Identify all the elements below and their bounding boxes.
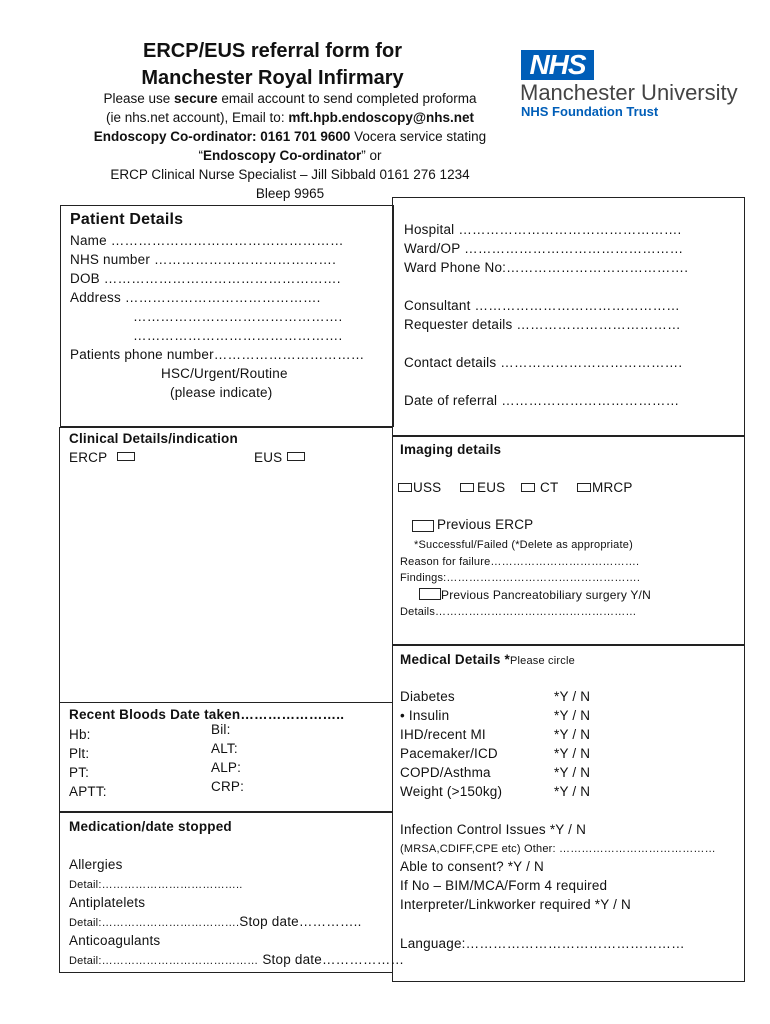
crp-field[interactable]: CRP: bbox=[211, 779, 245, 794]
antiplatelets-detail-row bbox=[69, 914, 362, 929]
medical-details-heading: Medical Details *Please circle bbox=[400, 652, 575, 667]
consent-field[interactable]: Able to consent? *Y / N bbox=[400, 859, 544, 874]
surgery-details-field[interactable]: Details……………………………………………… bbox=[400, 606, 637, 618]
anticoagulants-detail-row bbox=[69, 952, 404, 967]
form-title-line2: Manchester Royal Infirmary bbox=[141, 67, 404, 89]
recent-bloods-heading: Recent Bloods Date taken………………….. bbox=[69, 707, 345, 722]
previous-ercp-checkbox[interactable] bbox=[412, 520, 434, 532]
ct-label: CT bbox=[540, 480, 559, 495]
mrcp-label: MRCP bbox=[592, 480, 633, 495]
uss-label: USS bbox=[413, 480, 442, 495]
imaging-eus-checkbox[interactable] bbox=[460, 483, 474, 492]
org-name: Manchester University bbox=[520, 80, 738, 105]
bil-field[interactable]: Bil: bbox=[211, 722, 231, 737]
eus-label: EUS bbox=[254, 450, 283, 465]
anticoagulants-detail-field[interactable]: Detail:…………………………………… bbox=[69, 955, 259, 967]
instructions-line4: “Endoscopy Co-ordinator” or bbox=[198, 148, 382, 163]
alp-field[interactable]: ALP: bbox=[211, 760, 242, 775]
patient-phone-field[interactable]: Patients phone number…………………………… bbox=[70, 347, 365, 362]
patient-name-field[interactable]: Name …………………………………………… bbox=[70, 233, 344, 248]
trust-name: NHS Foundation Trust bbox=[521, 104, 659, 119]
medical-item-yn[interactable]: *Y / N bbox=[554, 765, 591, 780]
allergies-label: Allergies bbox=[69, 857, 123, 872]
instructions-line2: (ie nhs.net account), Email to: mft.hpb.endoscopy@nhs.net bbox=[105, 110, 474, 125]
imaging-eus-label: EUS bbox=[477, 480, 506, 495]
consultant-field[interactable]: Consultant ……………………………………… bbox=[404, 298, 680, 313]
medication-box bbox=[59, 811, 393, 973]
infection-other-field[interactable]: (MRSA,CDIFF,CPE etc) Other: …………………………………… bbox=[400, 843, 716, 855]
pt-field[interactable]: PT: bbox=[69, 765, 90, 780]
alt-field[interactable]: ALT: bbox=[211, 741, 238, 756]
medication-heading: Medication/date stopped bbox=[69, 819, 232, 834]
uss-checkbox[interactable] bbox=[398, 483, 412, 492]
referral-date-field[interactable]: Date of referral ………………………………… bbox=[404, 393, 680, 408]
antiplatelets-detail-field[interactable]: Detail:………………………………. bbox=[69, 917, 240, 929]
antiplatelets-label: Antiplatelets bbox=[69, 895, 146, 910]
if-no-note: If No – BIM/MCA/Form 4 required bbox=[400, 878, 608, 893]
clinical-details-box bbox=[59, 427, 393, 703]
dob-field[interactable]: DOB ……………………………………………. bbox=[70, 271, 341, 286]
contact-details-field[interactable]: Contact details …………………………………. bbox=[404, 355, 683, 370]
address-field[interactable]: Address ……………………………………. bbox=[70, 290, 321, 305]
medical-item-yn[interactable]: *Y / N bbox=[554, 689, 591, 704]
instructions-line5: ERCP Clinical Nurse Specialist – Jill Sibbald 0161 276 1234 bbox=[110, 167, 470, 182]
ward-phone-field[interactable]: Ward Phone No:…………………………………. bbox=[404, 260, 689, 275]
interpreter-field[interactable]: Interpreter/Linkworker required *Y / N bbox=[400, 897, 631, 912]
eus-checkbox[interactable] bbox=[287, 452, 305, 461]
ct-checkbox[interactable] bbox=[521, 483, 535, 492]
ercp-outcome-note: *Successful/Failed (*Delete as appropriate) bbox=[414, 539, 633, 551]
hb-field[interactable]: Hb: bbox=[69, 727, 91, 742]
medical-item-label: Pacemaker/ICD bbox=[400, 746, 498, 761]
antiplatelets-stop-date-field[interactable]: Stop date………….. bbox=[239, 914, 362, 929]
hospital-field[interactable]: Hospital …………………………………………. bbox=[404, 222, 682, 237]
medical-item-label: Weight (>150kg) bbox=[400, 784, 503, 799]
nhs-number-field[interactable]: NHS number …………………………………. bbox=[70, 252, 337, 267]
requester-field[interactable]: Requester details ……………………………… bbox=[404, 317, 681, 332]
allergies-detail-field[interactable]: Detail:……………………………….. bbox=[69, 879, 243, 891]
previous-surgery-label: Previous Pancreatobiliary surgery Y/N bbox=[441, 588, 651, 602]
mrcp-checkbox[interactable] bbox=[577, 483, 591, 492]
patient-details-heading: Patient Details bbox=[70, 211, 184, 228]
form-title-line1: ERCP/EUS referral form for bbox=[143, 40, 402, 62]
previous-ercp-label: Previous ERCP bbox=[437, 517, 534, 532]
anticoagulants-stop-date-field[interactable]: Stop date……………… bbox=[262, 952, 405, 967]
medical-item-yn[interactable]: *Y / N bbox=[554, 784, 591, 799]
address-field-line3[interactable]: ………………………………………. bbox=[133, 328, 343, 343]
clinical-details-heading: Clinical Details/indication bbox=[69, 431, 238, 446]
anticoagulants-label: Anticoagulants bbox=[69, 933, 161, 948]
medical-item-yn[interactable]: *Y / N bbox=[554, 727, 591, 742]
ercp-checkbox[interactable] bbox=[117, 452, 135, 461]
priority-instruction: (please indicate) bbox=[170, 385, 273, 400]
plt-field[interactable]: Plt: bbox=[69, 746, 90, 761]
ward-field[interactable]: Ward/OP ………………………………………… bbox=[404, 241, 684, 256]
email-address[interactable]: mft.hpb.endoscopy@nhs.net bbox=[288, 110, 474, 125]
infection-control-field[interactable]: Infection Control Issues *Y / N bbox=[400, 822, 587, 837]
instructions-line1: Please use secure email account to send completed proforma bbox=[103, 91, 477, 106]
language-field[interactable]: Language:………………………………………… bbox=[400, 936, 685, 951]
medical-item-yn[interactable]: *Y / N bbox=[554, 708, 591, 723]
medical-item-label: • Insulin bbox=[400, 708, 450, 723]
address-field-line2[interactable]: ………………………………………. bbox=[133, 309, 343, 324]
priority-options[interactable]: HSC/Urgent/Routine bbox=[161, 366, 288, 381]
medical-item-label: IHD/recent MI bbox=[400, 727, 486, 742]
medical-item-label: Diabetes bbox=[400, 689, 455, 704]
medical-item-yn[interactable]: *Y / N bbox=[554, 746, 591, 761]
medical-item-label: COPD/Asthma bbox=[400, 765, 491, 780]
nhs-logo: NHS bbox=[521, 50, 594, 80]
instructions-line3: Endoscopy Co-ordinator: 0161 701 9600 Vocera service stating bbox=[93, 129, 487, 144]
findings-field[interactable]: Findings:……………………………………………. bbox=[400, 572, 641, 584]
failure-reason-field[interactable]: Reason for failure…………………………………. bbox=[400, 556, 640, 568]
ercp-label: ERCP bbox=[69, 450, 108, 465]
aptt-field[interactable]: APTT: bbox=[69, 784, 107, 799]
instructions-line6: Bleep 9965 bbox=[255, 186, 325, 201]
previous-surgery-checkbox[interactable] bbox=[419, 588, 441, 600]
imaging-details-heading: Imaging details bbox=[400, 442, 502, 457]
